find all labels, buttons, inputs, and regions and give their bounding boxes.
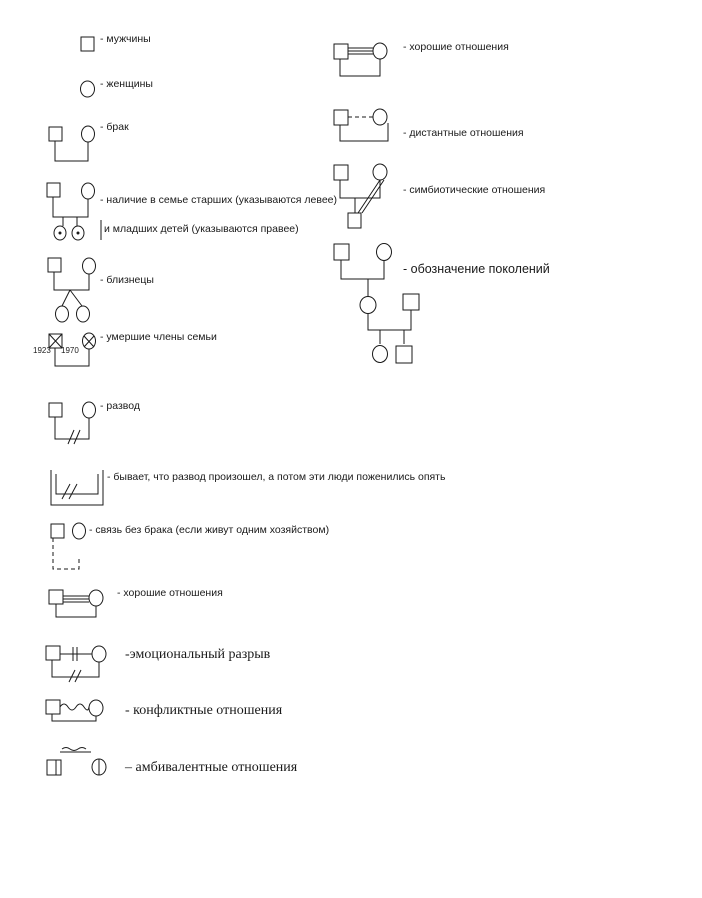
conflict-label: - конфликтные отношения [125,703,283,718]
good-relations-left-symbol [49,590,103,617]
emotional-cutoff-label: -эмоциональный разрыв [125,647,271,662]
remarriage-label: - бывает, что развод произошел, а потом эти люди поженились опять [107,471,446,483]
marriage-label: - брак [100,121,129,133]
cohabitation-symbol [51,523,86,569]
deceased-label: - умершие члены семьи [100,331,217,343]
divorce-label: - развод [100,400,140,412]
cohabitation-label: - связь без брака (если живут одним хозяйством) [89,524,330,536]
male-label: - мужчины [100,33,151,45]
ambivalent-label: – амбивалентные отношения [125,760,298,775]
distant-relations-symbol [334,109,388,141]
conflict-symbol [46,700,103,721]
generations-label: - обозначение поколений [403,262,550,276]
children-order-symbol [47,183,101,240]
emotional-cutoff-symbol [46,646,106,682]
remarriage-symbol [51,470,103,505]
male-symbol [81,37,94,51]
twins-label: - близнецы [100,274,154,286]
ambivalent-symbol [47,748,106,776]
good-relations-left-label: - хорошие отношения [117,587,223,599]
birth-year-label: 1923 [33,346,51,355]
female-symbol [81,81,95,97]
death-year-label: 1970 [61,346,79,355]
marriage-symbol [49,126,95,161]
distant-relations-label: - дистантные отношения [403,127,524,139]
divorce-symbol [49,402,96,444]
female-label: - женщины [100,78,153,90]
good-relations-symbol [334,43,387,76]
twins-symbol [48,258,96,322]
children-younger-label: и младших детей (указываются правее) [104,223,299,235]
good-relations-label: - хорошие отношения [403,41,509,53]
symbiotic-relations-label: - симбиотические отношения [403,184,546,196]
children-older-label: - наличие в семье старших (указываются левее) [100,194,337,206]
symbiotic-relations-symbol [334,164,387,228]
